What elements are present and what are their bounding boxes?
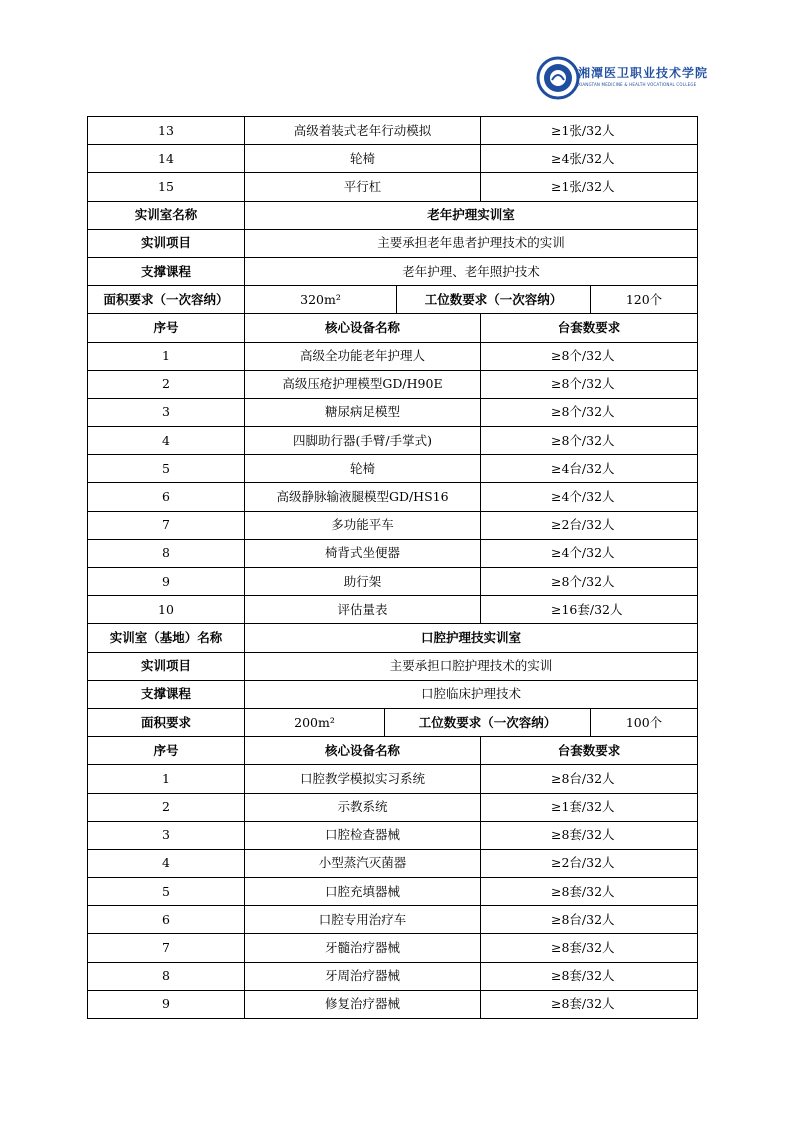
item-number: 4 [88, 849, 245, 877]
item-number: 6 [88, 483, 245, 511]
equipment-name: 示教系统 [245, 793, 481, 821]
equipment-row [88, 934, 698, 962]
area-row [88, 286, 698, 314]
equipment-row [88, 596, 698, 624]
station-value: 120个 [591, 286, 698, 314]
item-number: 5 [88, 455, 245, 483]
quantity-requirement: ≥16套/32人 [481, 596, 698, 624]
area-row [88, 708, 698, 736]
lab-name-label: 实训室名称 [88, 201, 245, 229]
equipment-row [88, 849, 698, 877]
equipment-name: 牙髓治疗器械 [245, 934, 481, 962]
equipment-row [88, 370, 698, 398]
equipment-header-row [88, 737, 698, 765]
quantity-requirement: ≥8个/32人 [481, 370, 698, 398]
equipment-row [88, 145, 698, 173]
project-label: 实训项目 [88, 652, 245, 680]
item-number: 14 [88, 145, 245, 173]
quantity-requirement: ≥2台/32人 [481, 849, 698, 877]
item-number: 13 [88, 117, 245, 145]
header-equipment-name: 核心设备名称 [245, 314, 481, 342]
quantity-requirement: ≥4个/32人 [481, 539, 698, 567]
equipment-row [88, 568, 698, 596]
equipment-name: 口腔充填器械 [245, 878, 481, 906]
lab-name: 老年护理实训室 [245, 201, 698, 229]
equipment-name: 口腔专用治疗车 [245, 906, 481, 934]
header-equipment-name: 核心设备名称 [245, 737, 481, 765]
equipment-row [88, 878, 698, 906]
area-value: 200m² [245, 708, 385, 736]
equipment-name: 轮椅 [245, 145, 481, 173]
lab-name-row [88, 624, 698, 652]
quantity-requirement: ≥1张/32人 [481, 173, 698, 201]
area-label: 面积要求（一次容纳） [88, 286, 245, 314]
equipment-row [88, 906, 698, 934]
equipment-name: 小型蒸汽灭菌器 [245, 849, 481, 877]
item-number: 3 [88, 821, 245, 849]
project-value: 主要承担老年患者护理技术的实训 [245, 229, 698, 257]
station-value: 100个 [591, 708, 698, 736]
equipment-row [88, 821, 698, 849]
equipment-name: 椅背式坐便器 [245, 539, 481, 567]
equipment-row [88, 483, 698, 511]
area-value: 320m² [245, 286, 397, 314]
equipment-header-row [88, 314, 698, 342]
equipment-name: 平行杠 [245, 173, 481, 201]
course-label: 支撑课程 [88, 680, 245, 708]
item-number: 6 [88, 906, 245, 934]
lab-name-row [88, 201, 698, 229]
course-value: 老年护理、老年照护技术 [245, 257, 698, 285]
station-label: 工位数要求（一次容纳） [397, 286, 591, 314]
equipment-name: 高级静脉输液腿模型GD/HS16 [245, 483, 481, 511]
item-number: 2 [88, 793, 245, 821]
equipment-name: 修复治疗器械 [245, 990, 481, 1018]
course-row [88, 257, 698, 285]
item-number: 3 [88, 398, 245, 426]
project-row [88, 229, 698, 257]
lab-name-label: 实训室（基地）名称 [88, 624, 245, 652]
header-quantity: 台套数要求 [481, 314, 698, 342]
equipment-row [88, 962, 698, 990]
quantity-requirement: ≥2台/32人 [481, 511, 698, 539]
item-number: 2 [88, 370, 245, 398]
course-row [88, 680, 698, 708]
header-number: 序号 [88, 314, 245, 342]
quantity-requirement: ≥8个/32人 [481, 427, 698, 455]
lab-name: 口腔护理技实训室 [245, 624, 698, 652]
equipment-row [88, 398, 698, 426]
quantity-requirement: ≥8套/32人 [481, 934, 698, 962]
college-name-cn: 湘潭医卫职业技术学院 [578, 66, 709, 80]
item-number: 15 [88, 173, 245, 201]
item-number: 9 [88, 990, 245, 1018]
equipment-row [88, 342, 698, 370]
equipment-row [88, 990, 698, 1018]
item-number: 8 [88, 962, 245, 990]
equipment-name: 高级全功能老年护理人 [245, 342, 481, 370]
equipment-row [88, 765, 698, 793]
equipment-name: 高级着装式老年行动模拟 [245, 117, 481, 145]
quantity-requirement: ≥8套/32人 [481, 990, 698, 1018]
quantity-requirement: ≥8台/32人 [481, 906, 698, 934]
item-number: 5 [88, 878, 245, 906]
equipment-name: 四脚助行器(手臂/手掌式) [245, 427, 481, 455]
equipment-name: 口腔检查器械 [245, 821, 481, 849]
quantity-requirement: ≥4个/32人 [481, 483, 698, 511]
quantity-requirement: ≥8个/32人 [481, 568, 698, 596]
equipment-row [88, 173, 698, 201]
equipment-row [88, 539, 698, 567]
header-quantity: 台套数要求 [481, 737, 698, 765]
equipment-name: 助行架 [245, 568, 481, 596]
quantity-requirement: ≥8个/32人 [481, 398, 698, 426]
course-label: 支撑课程 [88, 257, 245, 285]
project-label: 实训项目 [88, 229, 245, 257]
equipment-name: 评估量表 [245, 596, 481, 624]
equipment-name: 口腔教学模拟实习系统 [245, 765, 481, 793]
equipment-row [88, 455, 698, 483]
quantity-requirement: ≥1套/32人 [481, 793, 698, 821]
project-row [88, 652, 698, 680]
equipment-row [88, 511, 698, 539]
station-label: 工位数要求（一次容纳） [385, 708, 591, 736]
quantity-requirement: ≥1张/32人 [481, 117, 698, 145]
item-number: 1 [88, 342, 245, 370]
lab-equipment-table [87, 116, 698, 1019]
equipment-name: 高级压疮护理模型GD/H90E [245, 370, 481, 398]
equipment-row [88, 793, 698, 821]
item-number: 7 [88, 934, 245, 962]
quantity-requirement: ≥4张/32人 [481, 145, 698, 173]
quantity-requirement: ≥4台/32人 [481, 455, 698, 483]
quantity-requirement: ≥8台/32人 [481, 765, 698, 793]
college-name-en: XIANGTAN MEDICINE & HEALTH VOCATIONAL COLLEGE [578, 82, 697, 87]
equipment-row [88, 427, 698, 455]
header-number: 序号 [88, 737, 245, 765]
equipment-name: 多功能平车 [245, 511, 481, 539]
item-number: 9 [88, 568, 245, 596]
item-number: 1 [88, 765, 245, 793]
equipment-row [88, 117, 698, 145]
item-number: 7 [88, 511, 245, 539]
item-number: 10 [88, 596, 245, 624]
equipment-name: 糖尿病足模型 [245, 398, 481, 426]
area-label: 面积要求 [88, 708, 245, 736]
equipment-name: 轮椅 [245, 455, 481, 483]
item-number: 4 [88, 427, 245, 455]
course-value: 口腔临床护理技术 [245, 680, 698, 708]
quantity-requirement: ≥8套/32人 [481, 962, 698, 990]
equipment-name: 牙周治疗器械 [245, 962, 481, 990]
quantity-requirement: ≥8个/32人 [481, 342, 698, 370]
quantity-requirement: ≥8套/32人 [481, 878, 698, 906]
quantity-requirement: ≥8套/32人 [481, 821, 698, 849]
item-number: 8 [88, 539, 245, 567]
project-value: 主要承担口腔护理技术的实训 [245, 652, 698, 680]
